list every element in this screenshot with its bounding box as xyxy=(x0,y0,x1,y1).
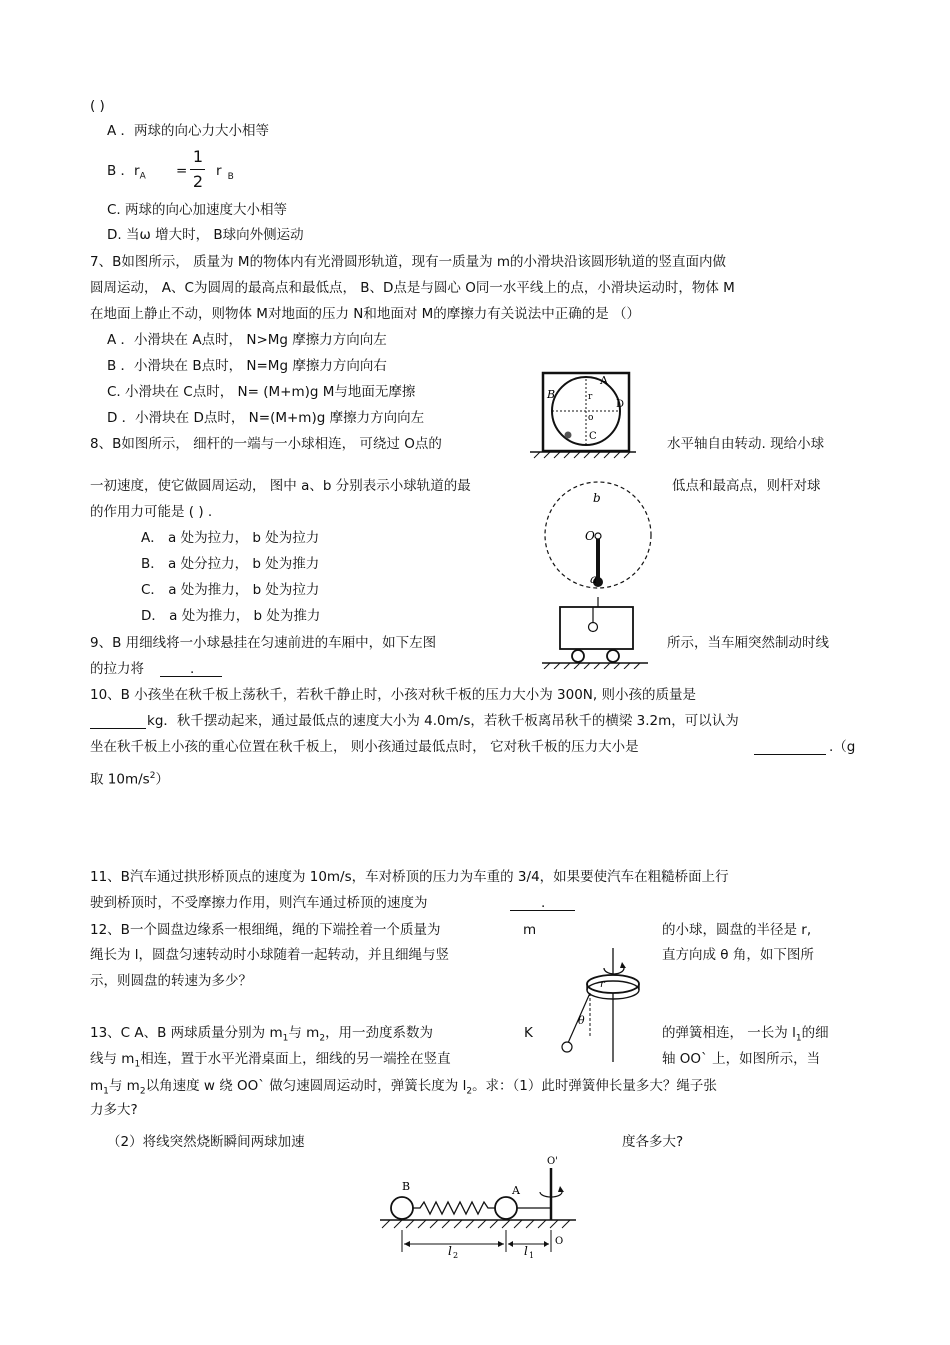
q13-line-2a: 线与 m xyxy=(90,1051,135,1067)
q13-line-3c: 以角速度 w 绕 OO` 做匀速圆周运动时，弹簧长度为 l xyxy=(145,1078,467,1094)
q6-option-a: A ．两球的向心力大小相等 xyxy=(107,123,270,139)
q12-label-r: r xyxy=(600,979,605,990)
q7-option-a: A ．小滑块在 A点时， N>Mg 摩擦力方向向左 xyxy=(107,332,387,348)
q7-label-b: B xyxy=(547,388,556,401)
q8-label-o: O xyxy=(585,529,595,543)
q10-line-2: kg．秋千摆动起来，通过最低点的速度大小为 4.0m/s，若秋千板离吊秋千的横梁 3.2m，可以认为 xyxy=(147,713,739,729)
q10-blank-force[interactable] xyxy=(754,740,826,755)
q8-option-a: A． a 处为拉力， b 处为拉力 xyxy=(141,530,320,546)
q6-option-b xyxy=(107,162,146,186)
q6-option-d: D. 当ω 增大时， B球向外侧运动 xyxy=(107,227,304,243)
q11-line-2: 驶到桥顶时，不受摩擦力作用，则汽车通过桥顶的速度为 xyxy=(90,895,428,911)
q7-line-2: 圆周运动， A、C为圆周的最高点和最低点， B、D点是与圆心 O同一水平线上的点，小滑块运动时，物体 M xyxy=(90,280,735,296)
q8-option-d: D． a 处为推力， b 处为推力 xyxy=(141,608,321,624)
q6-b-sub-a: A xyxy=(139,171,146,182)
q6-fraction-bar xyxy=(190,169,205,170)
q13-line-1e: 的细 xyxy=(801,1025,829,1041)
q7-label-r: r xyxy=(588,392,593,402)
q12-line-3: 示，则圆盘的转速为多少？ xyxy=(90,973,252,989)
q13-sub-m2: 2 xyxy=(319,1033,326,1044)
q10-line-3: 坐在秋千板上小孩的重心位置在秋千板上， 则小孩通过最低点时， 它对秋千板的压力大小是 xyxy=(90,739,639,755)
q13-line-1c: ，用一劲度系数为 xyxy=(325,1025,434,1041)
q6-b-sub-b: B xyxy=(227,171,234,182)
q10-line-1: 10、B 小孩坐在秋千板上荡秋千，若秋千静止时，小孩对秋千板的压力大小为 300N, 则小孩的质量是 xyxy=(90,687,696,703)
q7-line-3: 在地面上静止不动，则物体 M对地面的压力 N和地面对 M的摩擦力有关说法中正确的是 （） xyxy=(90,306,641,322)
q9-line-2-end: . xyxy=(190,661,195,677)
q13-line-1 xyxy=(90,1024,433,1048)
q7-label-c: C xyxy=(589,431,597,442)
q6-b-numerator: 1 xyxy=(192,147,204,166)
q13-line-2b: 相连，置于水平光滑桌面上，细线的另一端拴在竖直 xyxy=(140,1051,451,1067)
q13-sub-m1: 1 xyxy=(282,1033,289,1044)
q13-sub-l1: 1 xyxy=(795,1033,802,1044)
q13-line-4: 力多大? xyxy=(90,1102,138,1118)
q10-line-4 xyxy=(90,767,169,789)
q13-line-5b: 度各多大? xyxy=(622,1134,684,1150)
q8-label-b: b xyxy=(593,491,601,505)
q13-sub-l2: 2 xyxy=(466,1086,473,1097)
q8-line-2b: 低点和最高点，则杆对球 xyxy=(672,478,821,494)
q6-paren: ( ) xyxy=(90,98,105,114)
q8-figure-rod-circle xyxy=(540,478,660,593)
q13-sub-m2b: 2 xyxy=(139,1086,146,1097)
q6-b-rb xyxy=(216,162,234,186)
q7-option-c: C. 小滑块在 C点时， N= (M+m)g M与地面无摩擦 xyxy=(107,384,416,400)
q10-g-exp: 2 xyxy=(149,771,156,781)
q9-line-1b: 所示，当车厢突然制动时线 xyxy=(667,635,829,651)
q7-option-d: D ．小滑块在 D点时， N=(M+m)g 摩擦力方向向左 xyxy=(107,410,425,426)
q13-line-3a: m xyxy=(90,1078,104,1094)
q13-label-b: B xyxy=(402,1180,411,1193)
q12-figure-rotating-disk xyxy=(540,946,650,1064)
q8-option-b: B． a 处分拉力， b 处为推力 xyxy=(141,556,320,572)
q12-line-1a: 12、B一个圆盘边缘系一根细绳，绳的下端拴着一个质量为 xyxy=(90,922,441,938)
q13-line-2 xyxy=(90,1050,451,1074)
q11-line-2-end: . xyxy=(541,895,546,911)
q13-line-3d: 。求：（1）此时弹簧伸长量多大？绳子张 xyxy=(472,1078,717,1094)
q13-label-o-prime: O' xyxy=(547,1156,558,1167)
q9-line-1a: 9、B 用细线将一小球悬挂在匀速前进的车厢中，如下左图 xyxy=(90,635,437,651)
q13-figure-spring-balls xyxy=(380,1152,580,1260)
q13-line-2c: 轴 OO` 上，如图所示，当 xyxy=(662,1051,821,1067)
q11-line-1: 11、B汽车通过拱形桥顶点的速度为 10m/s，车对桥顶的压力为车重的 3/4，如果要使汽车在粗糙桥面上行 xyxy=(90,869,729,885)
q12-label-theta: θ xyxy=(578,1014,585,1027)
q13-line-3 xyxy=(90,1077,717,1101)
q13-label-l1: l xyxy=(524,1244,528,1258)
q7-label-a: A xyxy=(600,374,608,387)
q6-b-equals: = xyxy=(176,163,188,179)
q13-spring-k: K xyxy=(524,1025,533,1041)
q6-b-r: r xyxy=(216,163,222,179)
q13-line-1a: 13、C A、B 两球质量分别为 m xyxy=(90,1025,283,1041)
q12-line-1b: 的小球，圆盘的半径是 r, xyxy=(662,922,812,938)
q12-line-2b: 直方向成 θ 角，如下图所 xyxy=(662,947,814,963)
q6-b-prefix: B ．r xyxy=(107,163,140,179)
q13-sub-m1b: 1 xyxy=(134,1059,141,1070)
q13-line-1b: 与 m xyxy=(288,1025,320,1041)
q10-line-4-end: ） xyxy=(155,771,169,788)
q6-b-denominator: 2 xyxy=(192,172,204,191)
q13-sub-m1c: 1 xyxy=(103,1086,109,1097)
q13-line-3b: 与 m xyxy=(108,1078,140,1094)
q7-figure-circular-track xyxy=(528,367,638,459)
q8-line-2a: 一初速度，使它做圆周运动， 图中 a、b 分别表示小球轨道的最 xyxy=(90,478,471,494)
q10-g-value: 取 10m/s xyxy=(90,771,150,788)
q13-label-l2-sub: 2 xyxy=(453,1251,459,1260)
q10-line-3-end: .（g xyxy=(829,739,856,755)
q13-label-l1-sub: 1 xyxy=(529,1251,535,1260)
q13-line-1-right xyxy=(662,1024,829,1048)
q6-option-c: C. 两球的向心加速度大小相等 xyxy=(107,202,288,218)
q13-label-l2: l xyxy=(448,1244,452,1258)
q8-option-c: C． a 处为推力， b 处为拉力 xyxy=(141,582,320,598)
q9-line-2: 的拉力将 xyxy=(90,661,144,677)
q8-line-1b: 水平轴自由转动. 现给小球 xyxy=(667,436,825,452)
q9-figure-train-car xyxy=(540,597,650,669)
q12-mass-m: m xyxy=(523,922,537,938)
q10-blank-mass[interactable] xyxy=(90,714,146,729)
q7-label-o: o xyxy=(588,413,594,423)
q13-label-o: O xyxy=(555,1236,564,1247)
q8-label-a: a xyxy=(590,572,598,586)
q12-line-2a: 绳长为 l，圆盘匀速转动时小球随着一起转动，并且细绳与竖 xyxy=(90,947,450,963)
q13-line-1d: 的弹簧相连， 一长为 l xyxy=(662,1025,796,1041)
q8-line-1a: 8、B如图所示， 细杆的一端与一小球相连， 可绕过 O点的 xyxy=(90,436,442,452)
q8-line-3: 的作用力可能是 ( ) . xyxy=(90,504,213,520)
q7-label-d: D xyxy=(616,399,625,410)
q7-line-1: 7、B如图所示， 质量为 M的物体内有光滑圆形轨道，现有一质量为 m的小滑块沿该圆形轨道的竖直面内做 xyxy=(90,254,727,270)
q13-label-a: A xyxy=(512,1184,520,1197)
q13-line-5a: （2）将线突然烧断瞬间两球加速 xyxy=(107,1134,305,1150)
q7-option-b: B ．小滑块在 B点时， N=Mg 摩擦力方向向右 xyxy=(107,358,387,374)
